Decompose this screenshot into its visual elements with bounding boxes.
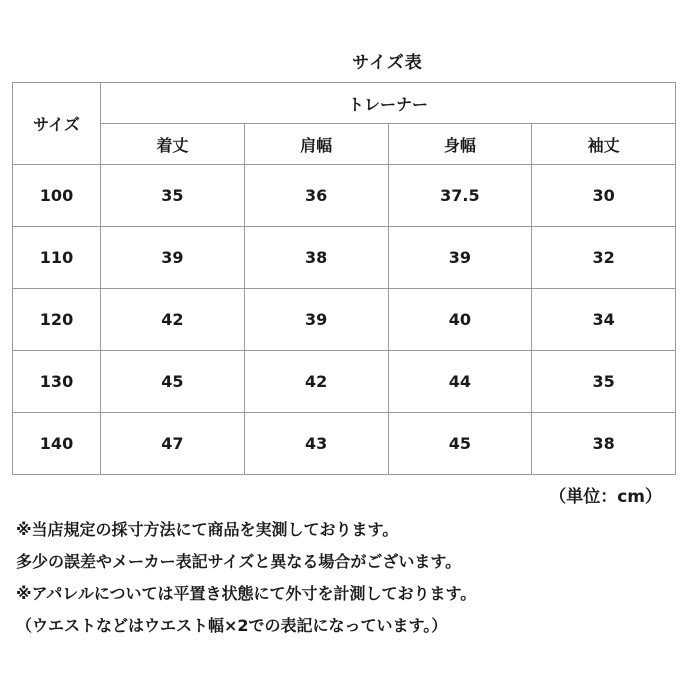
size-cell: 120 bbox=[13, 289, 101, 351]
value-cell: 40 bbox=[388, 289, 532, 351]
value-cell: 38 bbox=[244, 227, 388, 289]
value-cell: 39 bbox=[244, 289, 388, 351]
column-header: 身幅 bbox=[388, 124, 532, 165]
note-line: ※アパレルについては平置き状態にて外寸を計測しております。 bbox=[16, 584, 477, 603]
table-row bbox=[13, 227, 676, 289]
value-cell: 30 bbox=[532, 165, 676, 227]
value-cell: 34 bbox=[532, 289, 676, 351]
column-header: 袖丈 bbox=[532, 124, 676, 165]
value-cell: 35 bbox=[101, 165, 245, 227]
size-column-header: サイズ bbox=[13, 83, 101, 165]
table-row bbox=[13, 289, 676, 351]
size-cell: 100 bbox=[13, 165, 101, 227]
table-row bbox=[13, 351, 676, 413]
note-line: （ウエストなどはウエスト幅×2での表記になっています。） bbox=[16, 616, 448, 635]
note-line: ※当店規定の採寸方法にて商品を実測しております。 bbox=[16, 520, 399, 539]
notes bbox=[16, 514, 686, 642]
value-cell: 38 bbox=[532, 413, 676, 475]
table-row bbox=[13, 413, 676, 475]
value-cell: 36 bbox=[244, 165, 388, 227]
value-cell: 43 bbox=[244, 413, 388, 475]
column-header: 肩幅 bbox=[244, 124, 388, 165]
unit-note: （単位：cm） bbox=[549, 487, 662, 507]
page-title: サイズ表 bbox=[352, 53, 423, 73]
value-cell: 42 bbox=[101, 289, 245, 351]
value-cell: 45 bbox=[101, 351, 245, 413]
size-table bbox=[12, 82, 676, 475]
value-cell: 47 bbox=[101, 413, 245, 475]
value-cell: 39 bbox=[388, 227, 532, 289]
size-cell: 110 bbox=[13, 227, 101, 289]
table-header-row bbox=[13, 83, 676, 124]
table-subheader-row bbox=[13, 124, 676, 165]
value-cell: 39 bbox=[101, 227, 245, 289]
note-line: 多少の誤差やメーカー表記サイズと異なる場合がございます。 bbox=[16, 552, 462, 571]
value-cell: 35 bbox=[532, 351, 676, 413]
size-cell: 140 bbox=[13, 413, 101, 475]
group-header: トレーナー bbox=[101, 83, 676, 124]
column-header: 着丈 bbox=[101, 124, 245, 165]
table-row bbox=[13, 165, 676, 227]
size-cell: 130 bbox=[13, 351, 101, 413]
value-cell: 42 bbox=[244, 351, 388, 413]
value-cell: 37.5 bbox=[388, 165, 532, 227]
value-cell: 32 bbox=[532, 227, 676, 289]
value-cell: 44 bbox=[388, 351, 532, 413]
value-cell: 45 bbox=[388, 413, 532, 475]
